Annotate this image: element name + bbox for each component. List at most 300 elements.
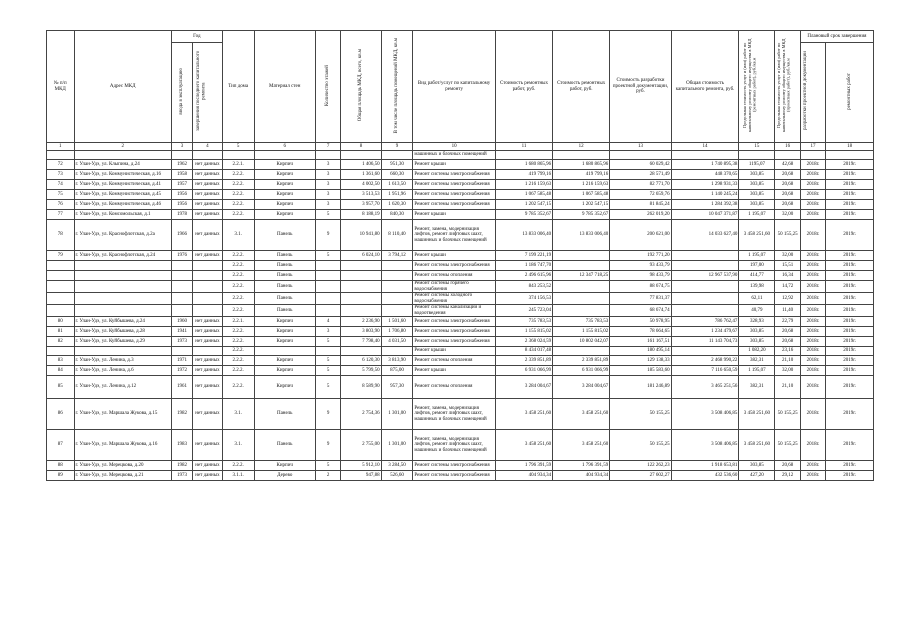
cell-year-commission bbox=[171, 305, 192, 317]
cell-limit-cost-1: 1 195,07 bbox=[739, 210, 775, 220]
cell-cost-repair-2: 3 284 004,67 bbox=[553, 376, 610, 399]
cell-cost-design: 192 771,20 bbox=[610, 251, 671, 261]
column-number: 7 bbox=[315, 143, 340, 151]
cell-total-area: 7 798,40 bbox=[341, 337, 381, 347]
cell-address: г. Улан-Удэ, ул. Коммунистическая, д.16 bbox=[74, 170, 171, 180]
cell-cost-design: 180 495,14 bbox=[610, 347, 671, 356]
cell-deadline-design: 2018г. bbox=[800, 293, 825, 305]
cell-total-area: 1 406,50 bbox=[341, 160, 381, 170]
cell-year-commission: 1973 bbox=[171, 337, 192, 347]
cell-no bbox=[47, 281, 75, 293]
cell-deadline-design: 2018г. bbox=[800, 337, 825, 347]
cell-limit-cost-1: 3 458 251,60 bbox=[739, 220, 775, 251]
cell-year-commission: 1956 bbox=[171, 190, 192, 200]
cell-residential-area bbox=[381, 305, 413, 317]
cell-no: 73 bbox=[47, 170, 75, 180]
cell-residential-area: 1 620,30 bbox=[381, 200, 413, 210]
cell-total-area: 6 120,30 bbox=[341, 356, 381, 366]
cell-year-commission: 1982 bbox=[171, 461, 192, 471]
cell-residential-area: 1 301,00 bbox=[381, 430, 413, 461]
cell-wall-material: Кирпич bbox=[254, 317, 315, 327]
cell-deadline-repair: 2019г. bbox=[826, 261, 874, 271]
cell-limit-cost-1: 382,31 bbox=[739, 376, 775, 399]
cell-cost-repair-2: 12 347 718,25 bbox=[553, 271, 610, 281]
cell-cost-design: 88 674,75 bbox=[610, 281, 671, 293]
cell-total-area bbox=[341, 281, 381, 293]
cell-floors bbox=[315, 293, 340, 305]
cell-deadline-repair: 2019г. bbox=[826, 281, 874, 293]
header-no: № п/п МКД bbox=[47, 31, 75, 143]
cell-limit-cost-2: 20,68 bbox=[775, 327, 800, 337]
cell-cost-repair-1: 8 434 017,48 bbox=[495, 347, 552, 356]
cell-floors bbox=[315, 281, 340, 293]
cell-no: 78 bbox=[47, 220, 75, 251]
cell-house-type: 2.2.2. bbox=[222, 376, 254, 399]
cell-work-type: Ремонт системы электроснабжения bbox=[413, 471, 496, 481]
cell-no: 84 bbox=[47, 366, 75, 376]
cell-total-cost: 1 298 931,33 bbox=[671, 180, 739, 190]
cell-work-type: Ремонт системы холодного водоснабжения bbox=[413, 293, 496, 305]
cell-total-cost: 7 116 650,59 bbox=[671, 366, 739, 376]
header-year-group: Год bbox=[171, 31, 222, 43]
table-row bbox=[47, 220, 874, 251]
cell-deadline-design: 2018г. bbox=[800, 356, 825, 366]
cell-limit-cost-1: 3 458 251,60 bbox=[739, 430, 775, 461]
header-year-commission: ввода в эксплуатацию bbox=[171, 43, 192, 143]
cell-wall-material: Панель bbox=[254, 261, 315, 271]
cell-deadline-repair: 2019г. bbox=[826, 200, 874, 210]
cell-year-commission: 1973 bbox=[171, 471, 192, 481]
cell-address: г. Улан-Удэ, ул. Маршала Жукова, д.16 bbox=[74, 430, 171, 461]
table-row bbox=[47, 399, 874, 430]
cell-limit-cost-2: 50 155,25 bbox=[775, 220, 800, 251]
cell-no bbox=[47, 261, 75, 271]
cell-residential-area bbox=[381, 261, 413, 271]
cell-residential-area: 3 794,12 bbox=[381, 251, 413, 261]
cell-total-area: 1 361,60 bbox=[341, 170, 381, 180]
cell-work-type: Ремонт системы электроснабжения bbox=[413, 327, 496, 337]
cell-no bbox=[47, 293, 75, 305]
cell-cost-repair-1: 6 931 066,99 bbox=[495, 366, 552, 376]
table-row bbox=[47, 337, 874, 347]
cell-limit-cost-1: 139,98 bbox=[739, 281, 775, 293]
cell-house-type: 2.2.2. bbox=[222, 170, 254, 180]
cell-limit-cost-1: 303,85 bbox=[739, 200, 775, 210]
cell-total-area: 8 188,19 bbox=[341, 210, 381, 220]
cell-total-cost bbox=[671, 293, 739, 305]
cell-year-commission bbox=[171, 347, 192, 356]
column-number: 14 bbox=[671, 143, 739, 151]
cell-total-area: 3 957,70 bbox=[341, 200, 381, 210]
cell-cost-design: 77 831,37 bbox=[610, 293, 671, 305]
column-number: 13 bbox=[610, 143, 671, 151]
cell-limit-cost-1: 1195,07 bbox=[739, 160, 775, 170]
cell-no bbox=[47, 271, 75, 281]
cell-deadline-repair: 2019г. bbox=[826, 210, 874, 220]
table-row bbox=[47, 461, 874, 471]
cell-year-last-repair: нет данных bbox=[193, 337, 223, 347]
column-number: 3 bbox=[171, 143, 192, 151]
cell-year-last-repair: нет данных bbox=[193, 220, 223, 251]
cell-deadline-repair: 2019г. bbox=[826, 430, 874, 461]
cell-deadline-repair: 2019г. bbox=[826, 160, 874, 170]
cell-cost-design: 81 845,24 bbox=[610, 200, 671, 210]
cell-cost-repair-1: 3 458 251,60 bbox=[495, 430, 552, 461]
cell-residential-area: 660,30 bbox=[381, 170, 413, 180]
header-floors: Количество этажей bbox=[315, 31, 340, 143]
cell-limit-cost-1: 303,85 bbox=[739, 461, 775, 471]
cell-wall-material: Кирпич bbox=[254, 170, 315, 180]
cell-deadline-repair: 2019г. bbox=[826, 180, 874, 190]
cell-work-type: Ремонт системы канализации и водоотведения bbox=[413, 305, 496, 317]
cell-total-area: 5 912,10 bbox=[341, 461, 381, 471]
cell-cost-repair-1: 3 458 251,60 bbox=[495, 399, 552, 430]
cell-cost-repair-2 bbox=[553, 281, 610, 293]
column-number: 8 bbox=[341, 143, 381, 151]
cell-house-type: 2.2.2. bbox=[222, 180, 254, 190]
cell-limit-cost-1: 414,77 bbox=[739, 271, 775, 281]
cell-cost-repair-1: 419 799,16 bbox=[495, 170, 552, 180]
column-number: 15 bbox=[739, 143, 775, 151]
cell-total-area: 3 803,90 bbox=[341, 327, 381, 337]
cell-cost-repair-1: 13 833 006,40 bbox=[495, 220, 552, 251]
cell-house-type: 2.2.2. bbox=[222, 337, 254, 347]
cell-total-area: 2 236,90 bbox=[341, 317, 381, 327]
cell-work-type: Ремонт системы отопления bbox=[413, 271, 496, 281]
cell-year-last-repair bbox=[193, 271, 223, 281]
cell-residential-area: 1 301,00 bbox=[381, 399, 413, 430]
table-row bbox=[47, 180, 874, 190]
cell-total-cost: 448 370,65 bbox=[671, 170, 739, 180]
header-work-type: Вид работ/услуг по капитальному ремонту bbox=[413, 31, 496, 143]
cell-cost-design: 82 771,70 bbox=[610, 180, 671, 190]
cell-limit-cost-1: 303,85 bbox=[739, 190, 775, 200]
cell-year-last-repair: нет данных bbox=[193, 251, 223, 261]
cell-no: 81 bbox=[47, 327, 75, 337]
cell-cost-repair-1: 1 216 159,63 bbox=[495, 180, 552, 190]
cell-address: г. Улан-Удэ, ул. Коммунистическая, д.46 bbox=[74, 200, 171, 210]
cell-limit-cost-2: 42,68 bbox=[775, 160, 800, 170]
cell-floors: 3 bbox=[315, 160, 340, 170]
cell-house-type: 2.2.2. bbox=[222, 251, 254, 261]
cell-total-cost: 1 284 392,38 bbox=[671, 200, 739, 210]
cell-floors: 5 bbox=[315, 376, 340, 399]
cell-limit-cost-2: 22,79 bbox=[775, 317, 800, 327]
cell-year-last-repair bbox=[193, 281, 223, 293]
cell-work-type: Ремонт крыши bbox=[413, 347, 496, 356]
cell-limit-cost-2: 20,68 bbox=[775, 337, 800, 347]
table-row bbox=[47, 430, 874, 461]
cell-cost-repair-2 bbox=[553, 151, 610, 160]
cell-floors: 3 bbox=[315, 327, 340, 337]
cell-deadline-design: 2018г. bbox=[800, 347, 825, 356]
cell-limit-cost-1: 303,85 bbox=[739, 337, 775, 347]
cell-floors: 2 bbox=[315, 471, 340, 481]
cell-cost-repair-1: 2 339 851,89 bbox=[495, 356, 552, 366]
cell-year-commission: 1978 bbox=[171, 210, 192, 220]
header-cost-design: Стоимость разработки проектной документации, руб. bbox=[610, 31, 671, 143]
cell-no: 83 bbox=[47, 356, 75, 366]
cell-cost-design: 50 155,25 bbox=[610, 399, 671, 430]
cell-wall-material: Панель bbox=[254, 305, 315, 317]
cell-no: 76 bbox=[47, 200, 75, 210]
cell-address: г. Улан-Удэ, ул. Ленина, д.12 bbox=[74, 376, 171, 399]
cell-year-commission: 1958 bbox=[171, 170, 192, 180]
cell-cost-repair-2 bbox=[553, 305, 610, 317]
table-body bbox=[47, 151, 874, 481]
cell-residential-area bbox=[381, 151, 413, 160]
cell-cost-repair-1: 7 199 221,19 bbox=[495, 251, 552, 261]
cell-cost-repair-1: 1 067 585,48 bbox=[495, 190, 552, 200]
cell-residential-area: 840,30 bbox=[381, 210, 413, 220]
cell-limit-cost-2: 20,68 bbox=[775, 170, 800, 180]
header-house-type: Тип дома bbox=[222, 31, 254, 143]
cell-total-cost: 3 508 406,85 bbox=[671, 399, 739, 430]
table-row bbox=[47, 190, 874, 200]
cell-limit-cost-1: 328,93 bbox=[739, 317, 775, 327]
table-row bbox=[47, 293, 874, 305]
cell-no: 89 bbox=[47, 471, 75, 481]
cell-no: 85 bbox=[47, 376, 75, 399]
cell-total-area bbox=[341, 271, 381, 281]
cell-wall-material: Панель bbox=[254, 251, 315, 261]
cell-total-cost: 1 234 479,67 bbox=[671, 327, 739, 337]
cell-house-type: 2.2.2. bbox=[222, 190, 254, 200]
cell-house-type: 3.1. bbox=[222, 220, 254, 251]
cell-total-cost bbox=[671, 151, 739, 160]
cell-deadline-design: 2018г. bbox=[800, 471, 825, 481]
cell-cost-repair-2 bbox=[553, 293, 610, 305]
cell-house-type: 3.1.1. bbox=[222, 471, 254, 481]
cell-limit-cost-2: 14,72 bbox=[775, 281, 800, 293]
cell-deadline-design: 2018г. bbox=[800, 170, 825, 180]
cell-house-type: 2.2.1. bbox=[222, 160, 254, 170]
cell-total-cost bbox=[671, 251, 739, 261]
cell-floors bbox=[315, 151, 340, 160]
cell-work-type: Ремонт системы отопления bbox=[413, 356, 496, 366]
cell-address: г. Улан-Удэ, ул. Коммунистическая, д.45 bbox=[74, 190, 171, 200]
cell-year-last-repair bbox=[193, 261, 223, 271]
cell-wall-material: Панель bbox=[254, 399, 315, 430]
cell-work-type: Ремонт системы электроснабжения bbox=[413, 170, 496, 180]
cell-address bbox=[74, 151, 171, 160]
cell-deadline-repair bbox=[826, 151, 874, 160]
cell-year-commission: 1966 bbox=[171, 220, 192, 251]
cell-no: 87 bbox=[47, 430, 75, 461]
cell-cost-repair-1: 374 156,53 bbox=[495, 293, 552, 305]
cell-wall-material: Кирпич bbox=[254, 376, 315, 399]
cell-floors bbox=[315, 347, 340, 356]
cell-wall-material: Панель bbox=[254, 430, 315, 461]
cell-address: г. Улан-Удэ, ул. Комсомольская, д.1 bbox=[74, 210, 171, 220]
table-row bbox=[47, 281, 874, 293]
cell-work-type: Ремонт системы электроснабжения bbox=[413, 317, 496, 327]
header-address: Адрес МКД bbox=[74, 31, 171, 143]
cell-limit-cost-2: 23,16 bbox=[775, 347, 800, 356]
cell-floors bbox=[315, 271, 340, 281]
cell-address: г. Улан-Удэ, ул. Мерецкова, д.20 bbox=[74, 461, 171, 471]
cell-year-commission bbox=[171, 261, 192, 271]
cell-floors: 9 bbox=[315, 220, 340, 251]
cell-house-type: 3.1. bbox=[222, 399, 254, 430]
header-total-cost: Общая стоимость капитального ремонта, руб. bbox=[671, 31, 739, 143]
cell-floors bbox=[315, 305, 340, 317]
cell-year-commission bbox=[171, 293, 192, 305]
cell-total-cost: 14 033 627,40 bbox=[671, 220, 739, 251]
cell-year-commission: 1971 bbox=[171, 356, 192, 366]
cell-wall-material bbox=[254, 151, 315, 160]
cell-deadline-design: 2018г. bbox=[800, 281, 825, 293]
cell-total-area: 5 799,50 bbox=[341, 366, 381, 376]
header-total-area: Общая площадь МКД, всего, кв.м bbox=[341, 31, 381, 143]
cell-deadline-repair: 2019г. bbox=[826, 399, 874, 430]
cell-address bbox=[74, 347, 171, 356]
header-cost-repair-2: Стоимость ремонтных работ, руб. bbox=[553, 31, 610, 143]
cell-cost-repair-2 bbox=[553, 251, 610, 261]
cell-total-cost bbox=[671, 261, 739, 271]
column-number: 1 bbox=[47, 143, 75, 151]
cell-work-type: Ремонт системы электроснабжения bbox=[413, 261, 496, 271]
cell-limit-cost-1: 40,79 bbox=[739, 305, 775, 317]
cell-no: 72 bbox=[47, 160, 75, 170]
cell-total-area: 2 755,00 bbox=[341, 430, 381, 461]
cell-cost-repair-2: 3 458 251,60 bbox=[553, 430, 610, 461]
cell-work-type: Ремонт, замена, модернизация лифтов, ремонт лифтовых шахт, машинных и блочных помещений bbox=[413, 399, 496, 430]
cell-limit-cost-1: 303,85 bbox=[739, 327, 775, 337]
cell-cost-repair-2: 9 785 352,67 bbox=[553, 210, 610, 220]
cell-residential-area: 1 951,96 bbox=[381, 190, 413, 200]
cell-total-cost: 1 140 245,24 bbox=[671, 190, 739, 200]
cell-address bbox=[74, 281, 171, 293]
cell-limit-cost-1: 382,31 bbox=[739, 356, 775, 366]
cell-cost-design: 27 602,27 bbox=[610, 471, 671, 481]
cell-limit-cost-1: 62,11 bbox=[739, 293, 775, 305]
cell-cost-design: 78 664,65 bbox=[610, 327, 671, 337]
header-deadline-group: Плановый срок завершения bbox=[800, 31, 873, 43]
cell-residential-area: 1 501,60 bbox=[381, 317, 413, 327]
cell-house-type: 2.2.2. bbox=[222, 327, 254, 337]
cell-house-type: 2.2.2. bbox=[222, 271, 254, 281]
cell-wall-material: Кирпич bbox=[254, 337, 315, 347]
header-wall-material: Материал стен bbox=[254, 31, 315, 143]
cell-deadline-repair: 2019г. bbox=[826, 317, 874, 327]
column-number: 12 bbox=[553, 143, 610, 151]
cell-year-last-repair bbox=[193, 305, 223, 317]
cell-no: 77 bbox=[47, 210, 75, 220]
cell-cost-design: 161 167,51 bbox=[610, 337, 671, 347]
cell-total-cost: 10 047 371,87 bbox=[671, 210, 739, 220]
cell-year-last-repair: нет данных bbox=[193, 327, 223, 337]
cell-house-type: 2.2.1. bbox=[222, 317, 254, 327]
cell-floors: 3 bbox=[315, 170, 340, 180]
cell-limit-cost-2: 20,68 bbox=[775, 461, 800, 471]
cell-cost-design: 93 433,79 bbox=[610, 261, 671, 271]
cell-total-cost: 11 143 704,73 bbox=[671, 337, 739, 347]
cell-deadline-design: 2018г. bbox=[800, 271, 825, 281]
cell-year-commission: 1956 bbox=[171, 200, 192, 210]
cell-house-type: 2.2.2. bbox=[222, 305, 254, 317]
cell-work-type: Ремонт системы электроснабжения bbox=[413, 337, 496, 347]
cell-total-area: 3 513,53 bbox=[341, 190, 381, 200]
table-row bbox=[47, 327, 874, 337]
cell-deadline-design: 2018г. bbox=[800, 210, 825, 220]
cell-total-area: 2 754,36 bbox=[341, 399, 381, 430]
cell-limit-cost-2: 29,12 bbox=[775, 471, 800, 481]
cell-deadline-design: 2018г. bbox=[800, 220, 825, 251]
cell-total-cost bbox=[671, 347, 739, 356]
cell-limit-cost-2 bbox=[775, 151, 800, 160]
cell-total-area bbox=[341, 151, 381, 160]
cell-no: 74 bbox=[47, 180, 75, 190]
cell-cost-repair-1: 9 785 352,67 bbox=[495, 210, 552, 220]
cell-cost-repair-1: 843 253,52 bbox=[495, 281, 552, 293]
cell-house-type: 2.2.2. bbox=[222, 293, 254, 305]
cell-limit-cost-2: 16,34 bbox=[775, 271, 800, 281]
cell-year-last-repair: нет данных bbox=[193, 471, 223, 481]
cell-floors: 5 bbox=[315, 251, 340, 261]
cell-house-type: 2.2.2. bbox=[222, 347, 254, 356]
cell-work-type: Ремонт крыши bbox=[413, 251, 496, 261]
cell-cost-design: 98 433,79 bbox=[610, 271, 671, 281]
cell-cost-design: 122 262,23 bbox=[610, 461, 671, 471]
cell-residential-area: 3 284,50 bbox=[381, 461, 413, 471]
column-number-row bbox=[47, 143, 874, 151]
cell-floors: 5 bbox=[315, 210, 340, 220]
cell-floors: 4 bbox=[315, 317, 340, 327]
cell-work-type: Ремонт системы электроснабжения bbox=[413, 190, 496, 200]
cell-address: г. Улан-Удэ, ул. Клыпина, д.24 bbox=[74, 160, 171, 170]
cell-residential-area bbox=[381, 281, 413, 293]
cell-address: г. Улан-Удэ, ул. Краснофлотская, д.2а bbox=[74, 220, 171, 251]
cell-wall-material: Панель bbox=[254, 281, 315, 293]
cell-house-type: 2.2.2. bbox=[222, 200, 254, 210]
cell-deadline-repair: 2019г. bbox=[826, 366, 874, 376]
cell-total-cost bbox=[671, 305, 739, 317]
table-row bbox=[47, 376, 874, 399]
cell-limit-cost-1: 427,20 bbox=[739, 471, 775, 481]
cell-deadline-repair: 2019г. bbox=[826, 220, 874, 251]
cell-deadline-design: 2018г. bbox=[800, 376, 825, 399]
cell-total-area: 10 941,80 bbox=[341, 220, 381, 251]
cell-limit-cost-1: 1 195,07 bbox=[739, 251, 775, 261]
cell-limit-cost-1: 197,00 bbox=[739, 261, 775, 271]
cell-floors: 5 bbox=[315, 461, 340, 471]
cell-year-commission: 1972 bbox=[171, 366, 192, 376]
cell-total-cost: 3 465 251,56 bbox=[671, 376, 739, 399]
cell-deadline-design bbox=[800, 151, 825, 160]
cell-limit-cost-1: 1 195,07 bbox=[739, 366, 775, 376]
cell-floors: 9 bbox=[315, 399, 340, 430]
cell-cost-repair-1: 3 284 004,67 bbox=[495, 376, 552, 399]
cell-cost-design: 185 583,60 bbox=[610, 366, 671, 376]
cell-year-last-repair: нет данных bbox=[193, 190, 223, 200]
cell-year-commission: 1982 bbox=[171, 399, 192, 430]
cell-limit-cost-1: 303,85 bbox=[739, 180, 775, 190]
cell-deadline-design: 2018г. bbox=[800, 317, 825, 327]
cell-cost-repair-2: 1 202 547,15 bbox=[553, 200, 610, 210]
header-year-last-repair: завершения последнего капитального ремонта bbox=[193, 43, 223, 143]
table-row bbox=[47, 305, 874, 317]
cell-cost-design: 68 674,74 bbox=[610, 305, 671, 317]
document-sheet bbox=[46, 30, 874, 481]
cell-deadline-design: 2018г. bbox=[800, 160, 825, 170]
cell-cost-repair-2: 2 339 851,89 bbox=[553, 356, 610, 366]
table-row bbox=[47, 317, 874, 327]
cell-limit-cost-2: 32,00 bbox=[775, 366, 800, 376]
cell-year-commission: 1976 bbox=[171, 251, 192, 261]
table-row bbox=[47, 151, 874, 160]
cell-floors: 3 bbox=[315, 200, 340, 210]
